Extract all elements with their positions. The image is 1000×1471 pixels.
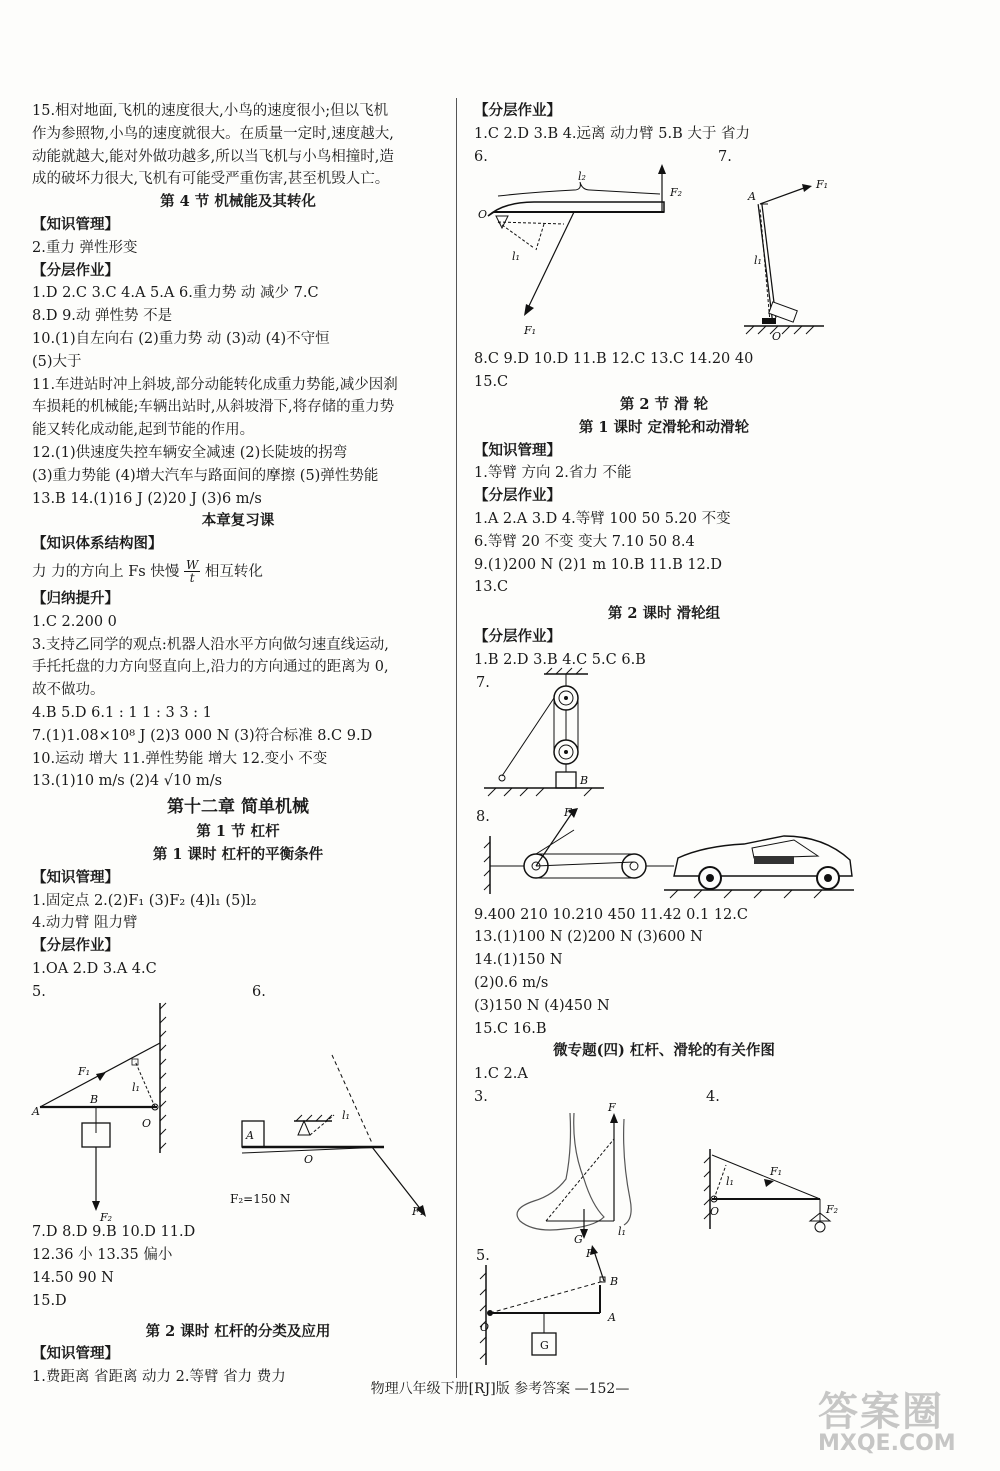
- answer-line: 作为参照物,小鸟的速度就很大。在质量一定时,速度越大,: [32, 125, 394, 142]
- figure-number: 6.: [474, 148, 488, 165]
- r6-label: l₁: [512, 250, 520, 264]
- f5-label: F₁: [78, 1065, 91, 1079]
- figure-numbers: [32, 981, 444, 1004]
- lesson-title: 第 1 课时 定滑轮和动滑轮: [578, 418, 750, 436]
- r6-label: l₂: [578, 170, 586, 184]
- answer-line: [32, 556, 444, 588]
- foot-and-lamp-diagrams: [474, 1100, 854, 1246]
- figure-numbers: [474, 146, 854, 169]
- section-title: 第 1 节 杠杆: [196, 823, 280, 841]
- figure-number: 5.: [476, 1247, 490, 1264]
- f6-label: O: [304, 1153, 314, 1167]
- answer-line: 2.重力 弹性形变: [32, 239, 138, 256]
- answer-line: 1.C 2.D 3.B 4.远离 动力臂 5.B 大于 省力: [474, 125, 750, 142]
- figures-5-6: [32, 1003, 444, 1225]
- r6-label: O: [478, 208, 488, 222]
- page-footer: 物理八年级下册[RJ]版 参考答案 —152—: [370, 1381, 630, 1397]
- answer-line: 13.(1)100 N (2)200 N (3)600 N: [474, 929, 703, 946]
- answer-line: 1.等臂 方向 2.省力 不能: [474, 465, 632, 482]
- answer-line: 10.运动 增大 11.弹性势能 增大 12.变小 不变: [32, 750, 328, 767]
- watermark-title: 答案圈: [818, 1389, 944, 1435]
- answer-line: 8.C 9.D 10.D 11.B 12.C 13.C 14.20 40: [474, 351, 754, 368]
- section-title: 第 2 节 滑 轮: [619, 395, 709, 413]
- subsection-heading: 【分层作业】: [32, 261, 119, 279]
- answer-line: 1.C 2.200 0: [32, 613, 117, 630]
- figure-8-car: [474, 806, 854, 904]
- answer-line: 6.等臂 20 不变 变大 7.10 50 8.4: [474, 533, 695, 550]
- answer-line: (5)大于: [32, 353, 82, 370]
- f5-label: F₂: [100, 1211, 113, 1225]
- answer-line: (3)重力势能 (4)增大汽车与路面间的摩擦 (5)弹性势能: [32, 467, 379, 484]
- f5-label: B: [90, 1093, 99, 1107]
- tixi-text: 力 力的方向上 Fs 快慢: [32, 563, 180, 580]
- r4-label: O: [710, 1204, 720, 1218]
- answer-line: 1.C 2.A: [474, 1066, 528, 1083]
- answer-line: 15.C: [474, 374, 509, 391]
- section-title: 第 4 节 机械能及其转化: [160, 193, 316, 211]
- subsection-heading: 【知识管理】: [32, 215, 119, 233]
- answer-line: 11.车进站时冲上斜坡,部分动能转化成重力势能,减少因刹: [32, 376, 398, 393]
- r5-label: A: [608, 1310, 616, 1324]
- answer-line: 1.费距离 省距离 动力 2.等臂 省力 费力: [32, 1369, 286, 1386]
- r3-label: F: [608, 1100, 616, 1114]
- column-divider: [456, 98, 457, 1378]
- r6-label: F₂: [670, 186, 683, 200]
- answer-line: 9.(1)200 N (2)1 m 10.B 11.B 12.D: [474, 556, 723, 573]
- pulley-diagram: [474, 672, 854, 796]
- answer-line: 1.B 2.D 3.B 4.C 5.C 6.B: [474, 651, 646, 668]
- answer-line: 15.C 16.B: [474, 1020, 547, 1037]
- r5-label: F: [586, 1246, 594, 1260]
- subsection-heading: 【分层作业】: [474, 102, 561, 119]
- figure-number: 7.: [718, 148, 732, 165]
- figures-3-4: [474, 1100, 854, 1246]
- car-pulley-diagram: [474, 806, 854, 904]
- answer-line: 12.36 小 13.35 偏小: [32, 1247, 173, 1264]
- answer-line: 成的破坏力很大,飞机有可能受严重伤害,甚至机毁人亡。: [32, 171, 390, 188]
- figure-number: 3.: [474, 1088, 488, 1105]
- f5-label: O: [142, 1117, 152, 1131]
- r3-label: l₁: [618, 1224, 626, 1238]
- answer-line: 14.50 90 N: [32, 1270, 114, 1287]
- answer-line: (2)0.6 m/s: [474, 974, 549, 991]
- fraction-numerator: W: [185, 558, 199, 573]
- r3-label: G: [574, 1232, 583, 1246]
- answer-line: 故不做功。: [32, 682, 105, 699]
- answer-line: 15.D: [32, 1292, 67, 1309]
- r7-label: l₁: [754, 254, 762, 268]
- answer-line: 8.D 9.动 弹性势 不是: [32, 308, 173, 325]
- subsection-heading: 【知识管理】: [32, 1345, 119, 1363]
- fraction-denominator: t: [189, 571, 195, 586]
- answer-line: 7.D 8.D 9.B 10.D 11.D: [32, 1224, 196, 1241]
- figure-numbers: [474, 1086, 854, 1109]
- f6-label: l₁: [342, 1109, 350, 1123]
- lesson-title: 第 1 课时 杠杆的平衡条件: [152, 845, 324, 863]
- chapter-title: 第十二章 简单机械: [167, 797, 309, 818]
- lever-diagrams-5-6: [32, 1003, 444, 1225]
- figure-number: 8.: [476, 808, 490, 825]
- answer-line: 4.动力臂 阻力臂: [32, 915, 138, 932]
- power-fraction: [184, 559, 200, 584]
- lever-diagrams-6-7: [474, 168, 854, 348]
- f6-label: F₁: [412, 1205, 425, 1219]
- figure-number: 7.: [476, 674, 490, 691]
- r5-label: B: [610, 1274, 619, 1288]
- figure-number: 4.: [706, 1088, 720, 1105]
- lesson-title: 第 2 课时 杠杆的分类及应用: [145, 1322, 331, 1340]
- lever-diagram-5: [474, 1245, 854, 1365]
- answer-line: 1.OA 2.D 3.A 4.C: [32, 960, 157, 977]
- watermark: [818, 1380, 988, 1464]
- answer-line: 1.A 2.A 3.D 4.等臂 100 50 5.20 不变: [474, 510, 731, 527]
- figure-5-lever: [474, 1245, 854, 1365]
- r6-label: F₁: [524, 324, 537, 338]
- answer-line: 9.400 210 10.210 450 11.42 0.1 12.C: [474, 906, 748, 923]
- subsection-heading: 【分层作业】: [32, 937, 119, 955]
- r7-label: O: [772, 330, 782, 344]
- lesson-title: 第 2 课时 滑轮组: [607, 605, 721, 623]
- tixi-text: 相互转化: [204, 563, 263, 580]
- r4-label: F₁: [770, 1164, 783, 1178]
- figures-6-7: [474, 168, 854, 348]
- answer-line: 14.(1)150 N: [474, 952, 563, 969]
- subsection-heading: 【归纳提升】: [32, 589, 119, 607]
- left-column: [32, 100, 444, 1389]
- r5-label: O: [480, 1320, 490, 1334]
- r4-label: F₂: [826, 1202, 839, 1216]
- watermark-url: MXQE.COM: [818, 1431, 956, 1456]
- r7-label: F₁: [816, 178, 829, 192]
- answer-line: 12.(1)供速度失控车辆安全减速 (2)长陡坡的拐弯: [32, 444, 348, 461]
- figure-number: 5.: [32, 983, 46, 1000]
- subsection-heading: 【知识管理】: [474, 441, 561, 459]
- answer-line: (3)150 N (4)450 N: [474, 997, 610, 1014]
- answer-line: 7.(1)1.08×10⁸ J (2)3 000 N (3)符合标准 8.C 9.D: [32, 727, 373, 744]
- answer-line: 4.B 5.D 6.1 : 1 1 : 3 3 : 1: [32, 704, 212, 721]
- answer-line: 车损耗的机械能;车辆出站时,从斜坡滑下,将存储的重力势: [32, 399, 395, 416]
- subsection-heading: 【知识体系结构图】: [32, 535, 163, 553]
- r4-label: l₁: [726, 1174, 734, 1188]
- answer-line: 手托托盘的力方向竖直向上,沿力的方向通过的距离为 0,: [32, 659, 389, 676]
- answer-line: 10.(1)自左向右 (2)重力势 动 (3)动 (4)不守恒: [32, 330, 330, 347]
- r5-label: G: [540, 1338, 549, 1352]
- figure-7-pulley: [474, 672, 854, 796]
- f5-label: l₁: [132, 1081, 140, 1095]
- answer-line: 13.B 14.(1)16 J (2)20 J (3)6 m/s: [32, 490, 262, 507]
- subsection-heading: 【分层作业】: [474, 487, 561, 505]
- f6-label: F₂=150 N: [230, 1192, 291, 1207]
- section-title: 本章复习课: [201, 512, 275, 530]
- answer-line: 1.D 2.C 3.C 4.A 5.A 6.重力势 动 减少 7.C: [32, 285, 319, 302]
- car-label: F: [564, 805, 572, 819]
- answer-line: 13.(1)10 m/s (2)4 √10 m/s: [32, 773, 223, 790]
- right-column: [474, 100, 854, 1365]
- f6-label: A: [246, 1129, 254, 1143]
- answer-line: 15.相对地面,飞机的速度很大,小鸟的速度很小;但以飞机: [32, 103, 389, 119]
- r7-label: A: [748, 190, 756, 204]
- pulley-label: B: [580, 773, 589, 787]
- answer-line: 3.支持乙同学的观点:机器人沿水平方向做匀速直线运动,: [32, 636, 389, 653]
- answer-line: 动能就越大,能对外做功越多,所以当飞机与小鸟相撞时,造: [32, 148, 394, 165]
- topic-title: 微专题(四) 杠杆、滑轮的有关作图: [553, 1042, 775, 1060]
- answer-line: 1.固定点 2.(2)F₁ (3)F₂ (4)l₁ (5)l₂: [32, 892, 257, 909]
- answer-line: 13.C: [474, 579, 509, 596]
- f5-label: A: [32, 1105, 40, 1119]
- figure-number: 6.: [252, 983, 266, 1000]
- answer-line: 能又转化成动能,起到节能的作用。: [32, 422, 255, 439]
- subsection-heading: 【知识管理】: [32, 868, 119, 886]
- subsection-heading: 【分层作业】: [474, 627, 561, 645]
